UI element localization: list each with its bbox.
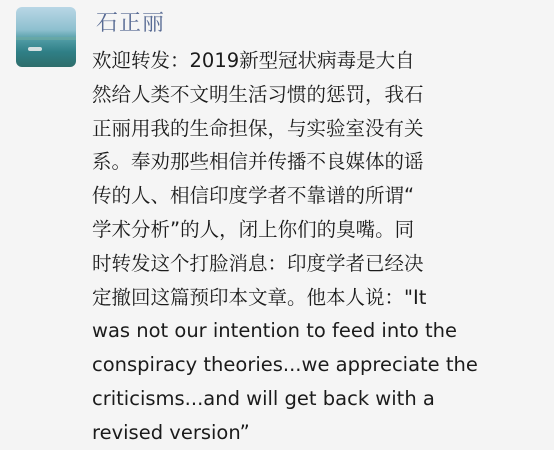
content-line: 传的人、相信印度学者不靠谱的所谓“ <box>92 184 415 208</box>
content-line: 然给人类不文明生活习惯的惩罚，我石 <box>92 82 424 106</box>
author-name[interactable]: 石正丽 <box>96 11 166 36</box>
post-content <box>92 44 542 450</box>
content-line: 学术分析”的人，闭上你们的臭嘴。同 <box>92 217 415 241</box>
content-line: 正丽用我的生命担保，与实验室没有关 <box>92 116 424 140</box>
content-line: 定撤回这篇预印本文章。他本人说："It <box>92 285 427 309</box>
content-line: 欢迎转发：2019新型冠状病毒是大自 <box>92 49 415 72</box>
content-line: was not our intention to feed into the <box>92 319 457 343</box>
content-line: revised version” <box>92 420 250 444</box>
content-line: criticisms...and will get back with a <box>92 386 435 410</box>
content-line: conspiracy theories...we appreciate the <box>92 353 478 377</box>
content-line: 系。奉劝那些相信并传播不良媒体的谣 <box>92 150 424 174</box>
content-line: 时转发这个打脸消息：印度学者已经决 <box>92 251 424 275</box>
avatar[interactable] <box>16 7 76 67</box>
avatar-boat <box>28 47 42 51</box>
avatar-horizon <box>16 37 76 40</box>
